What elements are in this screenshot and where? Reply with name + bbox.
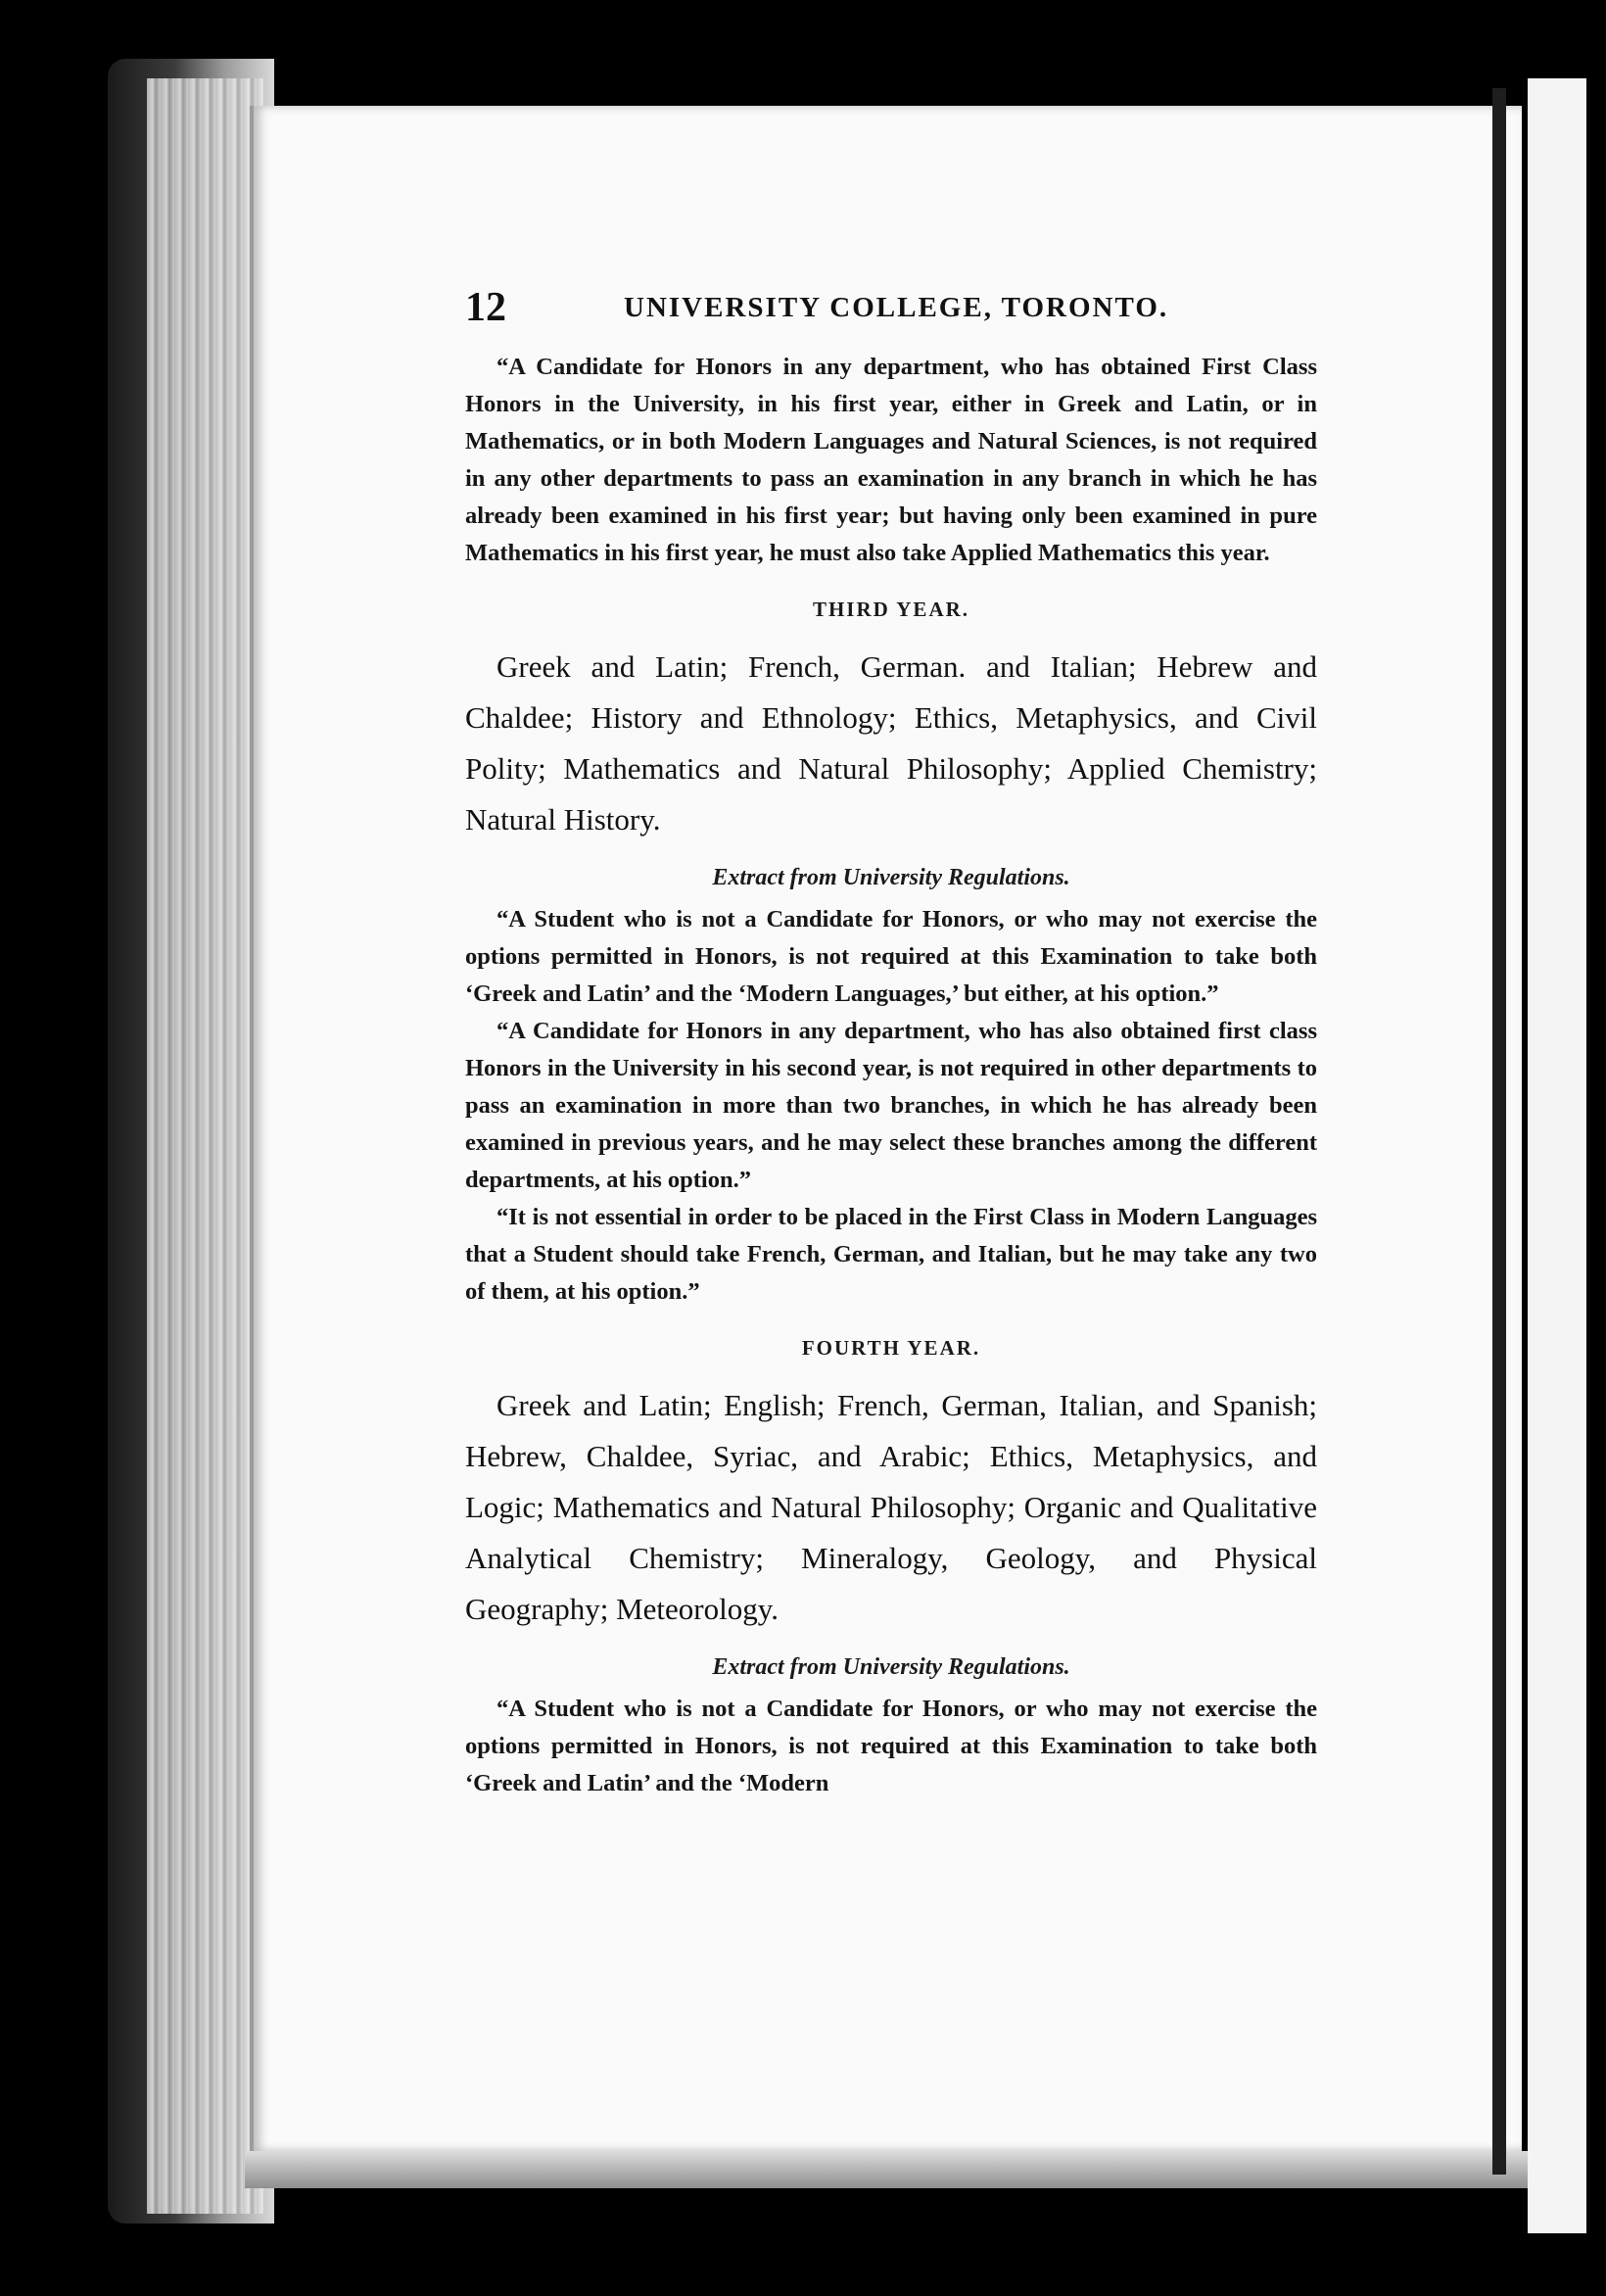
page-content — [465, 284, 1317, 1802]
scan-border — [1586, 0, 1606, 2296]
fourth-year-subjects: Greek and Latin; English; French, German, Italian, and Spanish; Hebrew, Chaldee, Syriac, and Arabic; Ethics, Metaphysics, and Logic; Mathematics and Natural Philosophy; Organic and Qualitative Analytical Chemistry; Mineralogy, Geology, and Physical Geography; Meteorology. — [465, 1388, 1317, 1626]
regulation-paragraph: “It is not essential in order to be placed in the First Class in Modern Languages that a Student should take French, German, and Italian, but he may take any two of them, at his option.” — [465, 1204, 1317, 1305]
third-year-extract-heading: Extract from University Regulations. — [712, 865, 1070, 890]
third-year-heading: THIRD YEAR. — [812, 598, 970, 621]
intro-paragraph: “A Candidate for Honors in any department, who has obtained First Class Honors in the University, in his first year, either in Greek and Latin, or in Mathematics, or in both Modern Languages and Natural Sciences, is not required in any other departments to pass an examination in any branch in which he has already been examined in his first year; but having only been examined in pure Mathematics in his first year, he must also take Applied Mathematics this year. — [465, 354, 1317, 566]
third-year-subjects: Greek and Latin; French, German. and Italian; Hebrew and Chaldee; History and Ethnology; Ethics, Metaphysics, and Civil Polity; Mathematics and Natural Philosophy; Applied Chemistry; Natural History. — [465, 649, 1317, 837]
page-stack-edges — [147, 78, 264, 2214]
regulation-paragraph: “A Candidate for Honors in any department, who has also obtained first class Honors in the University in his second year, is not required in other departments to pass an examination in more than two branches, in which he has already been examined in previous years, and he may select these branches among the different departments, at his option.” — [465, 1018, 1317, 1193]
facing-page-strip — [1528, 78, 1586, 2233]
fourth-year-heading: FOURTH YEAR. — [801, 1336, 981, 1360]
running-head — [465, 284, 1317, 335]
page-number: 12 — [465, 285, 506, 330]
regulation-paragraph: “A Student who is not a Candidate for Honors, or who may not exercise the options permitted in Honors, is not required at this Examination to take both ‘Greek and Latin’ and the ‘Modern — [465, 1696, 1317, 1796]
binding-edge — [1492, 88, 1506, 2175]
regulation-paragraph: “A Student who is not a Candidate for Honors, or who may not exercise the options permitted in Honors, is not required at this Examination to take both ‘Greek and Latin’ and the ‘Modern Languages,’ but either, at his option.” — [465, 906, 1317, 1007]
page-bottom-edge — [245, 2151, 1577, 2188]
fourth-year-extract-heading: Extract from University Regulations. — [712, 1654, 1070, 1680]
running-title: UNIVERSITY COLLEGE, TORONTO. — [624, 292, 1169, 323]
